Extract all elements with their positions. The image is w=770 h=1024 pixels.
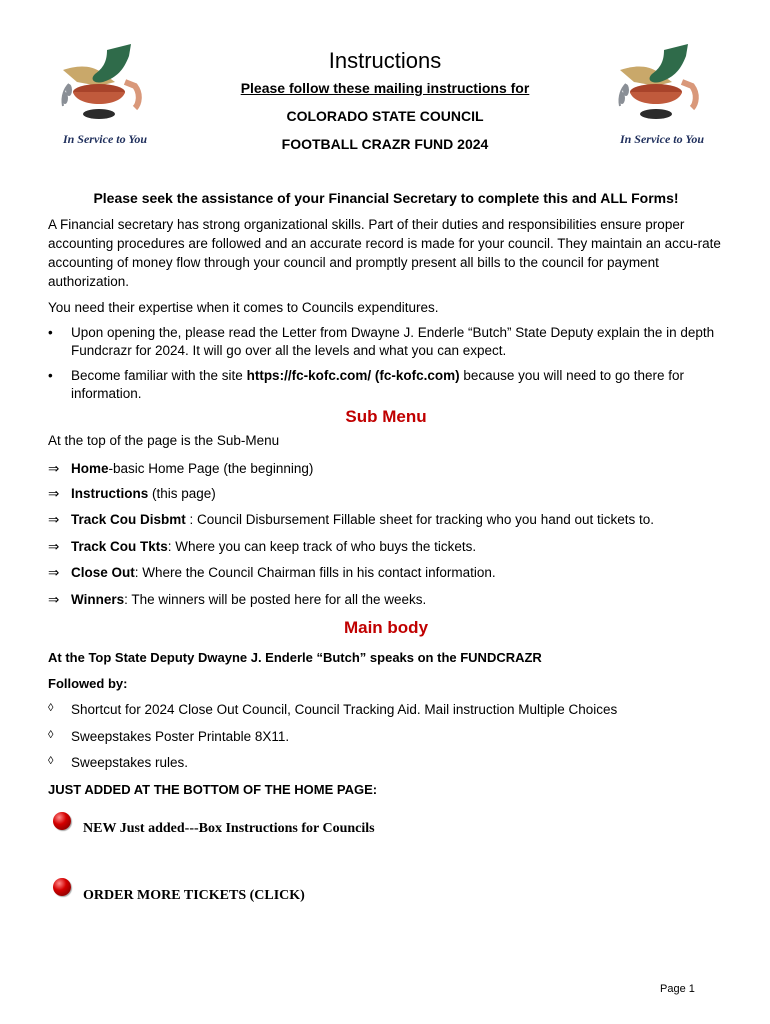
- main-body-item-text: Shortcut for 2024 Close Out Council, Council Tracking Aid. Mail instruction Multiple Choices: [71, 702, 618, 717]
- sub-menu-item-name: Winners: [71, 592, 125, 607]
- logo-caption: In Service to You: [62, 132, 148, 146]
- logo-right: [612, 42, 712, 152]
- fund-name: FOOTBALL CRAZR FUND 2024: [281, 136, 489, 152]
- sub-menu-item-name: Close Out: [71, 565, 135, 580]
- bullet-text: [71, 367, 726, 403]
- intro-paragraph: A Financial secretary has strong organizational skills. Part of their duties and responsibilities ensure proper accounting procedures are followed and an accurate record is made for your council. They maintain an accu-rate accounting of money flow through your council and promptly present all bills to the council for payment authorization.: [48, 217, 721, 289]
- main-body-heading: Main body: [343, 618, 429, 637]
- diamond-icon: ◊: [48, 729, 54, 741]
- sub-menu-item-desc: : Council Disbursement Fillable sheet for tracking who you hand out tickets to.: [185, 512, 655, 527]
- followed-by-label: Followed by:: [48, 676, 128, 691]
- sub-menu-intro: At the top of the page is the Sub-Menu: [48, 433, 280, 448]
- site-link[interactable]: https://fc-kofc.com/ (fc-kofc.com): [246, 368, 460, 383]
- sub-menu-item-name: Track Cou Disbmt: [71, 512, 186, 527]
- right-arrow-icon: ⇒: [48, 461, 60, 476]
- red-ball-icon: [53, 812, 71, 830]
- page-number: Page 1: [660, 983, 695, 995]
- financial-secretary-notice: Please seek the assistance of your Financial Secretary to complete this and ALL Forms!: [93, 190, 679, 206]
- just-added-label: JUST ADDED AT THE BOTTOM OF THE HOME PAGE:: [48, 782, 378, 797]
- diamond-icon: ◊: [48, 755, 54, 767]
- order-tickets-link[interactable]: ORDER MORE TICKETS (CLICK): [83, 888, 305, 903]
- bullet-text-post: because you will need to go there for information.: [71, 368, 684, 401]
- council-name: COLORADO STATE COUNCIL: [286, 108, 484, 124]
- right-arrow-icon: ⇒: [48, 592, 60, 607]
- service-emblem-icon: [612, 42, 712, 132]
- bullet-text: Upon opening the, please read the Letter from Dwayne J. Enderle “Butch” State Deputy explain the in depth Fundcrazr for 2024. It will go over all the levels and what you can expect.: [71, 325, 715, 358]
- sub-menu-item-desc: (this page): [148, 486, 216, 501]
- sub-menu-heading: Sub Menu: [345, 407, 427, 426]
- right-arrow-icon: ⇒: [48, 486, 60, 501]
- expertise-paragraph: You need their expertise when it comes to Councils expenditures.: [48, 300, 439, 315]
- logo-left: [55, 42, 155, 152]
- sub-menu-item-desc: : Where you can keep track of who buys the tickets.: [167, 539, 477, 554]
- page-subtitle: Please follow these mailing instructions for: [240, 80, 530, 96]
- main-body-line: At the Top State Deputy Dwayne J. Enderle “Butch” speaks on the FUNDCRAZR: [48, 650, 542, 665]
- sub-menu-item-desc: : Where the Council Chairman fills in his contact information.: [134, 565, 496, 580]
- logo-caption: In Service to You: [619, 132, 705, 146]
- sub-menu-item-desc: : The winners will be posted here for all the weeks.: [124, 592, 427, 607]
- sub-menu-item-desc: -basic Home Page (the beginning): [108, 461, 314, 476]
- red-ball-icon: [53, 878, 71, 896]
- sub-menu-item-name: Home: [71, 461, 109, 476]
- service-emblem-icon: [55, 42, 155, 132]
- right-arrow-icon: ⇒: [48, 539, 60, 554]
- box-instructions-link[interactable]: NEW Just added---Box Instructions for Councils: [83, 821, 375, 836]
- page-title: Instructions: [328, 48, 442, 73]
- diamond-icon: ◊: [48, 702, 54, 714]
- bullet-text-pre: Become familiar with the site: [71, 368, 247, 383]
- bullet-icon: •: [48, 325, 53, 340]
- sub-menu-item-name: Track Cou Tkts: [71, 539, 168, 554]
- bullet-icon: •: [48, 368, 53, 383]
- main-body-item-text: Sweepstakes Poster Printable 8X11.: [71, 729, 290, 744]
- right-arrow-icon: ⇒: [48, 565, 60, 580]
- right-arrow-icon: ⇒: [48, 512, 60, 527]
- main-body-item-text: Sweepstakes rules.: [71, 755, 189, 770]
- sub-menu-item-name: Instructions: [71, 486, 149, 501]
